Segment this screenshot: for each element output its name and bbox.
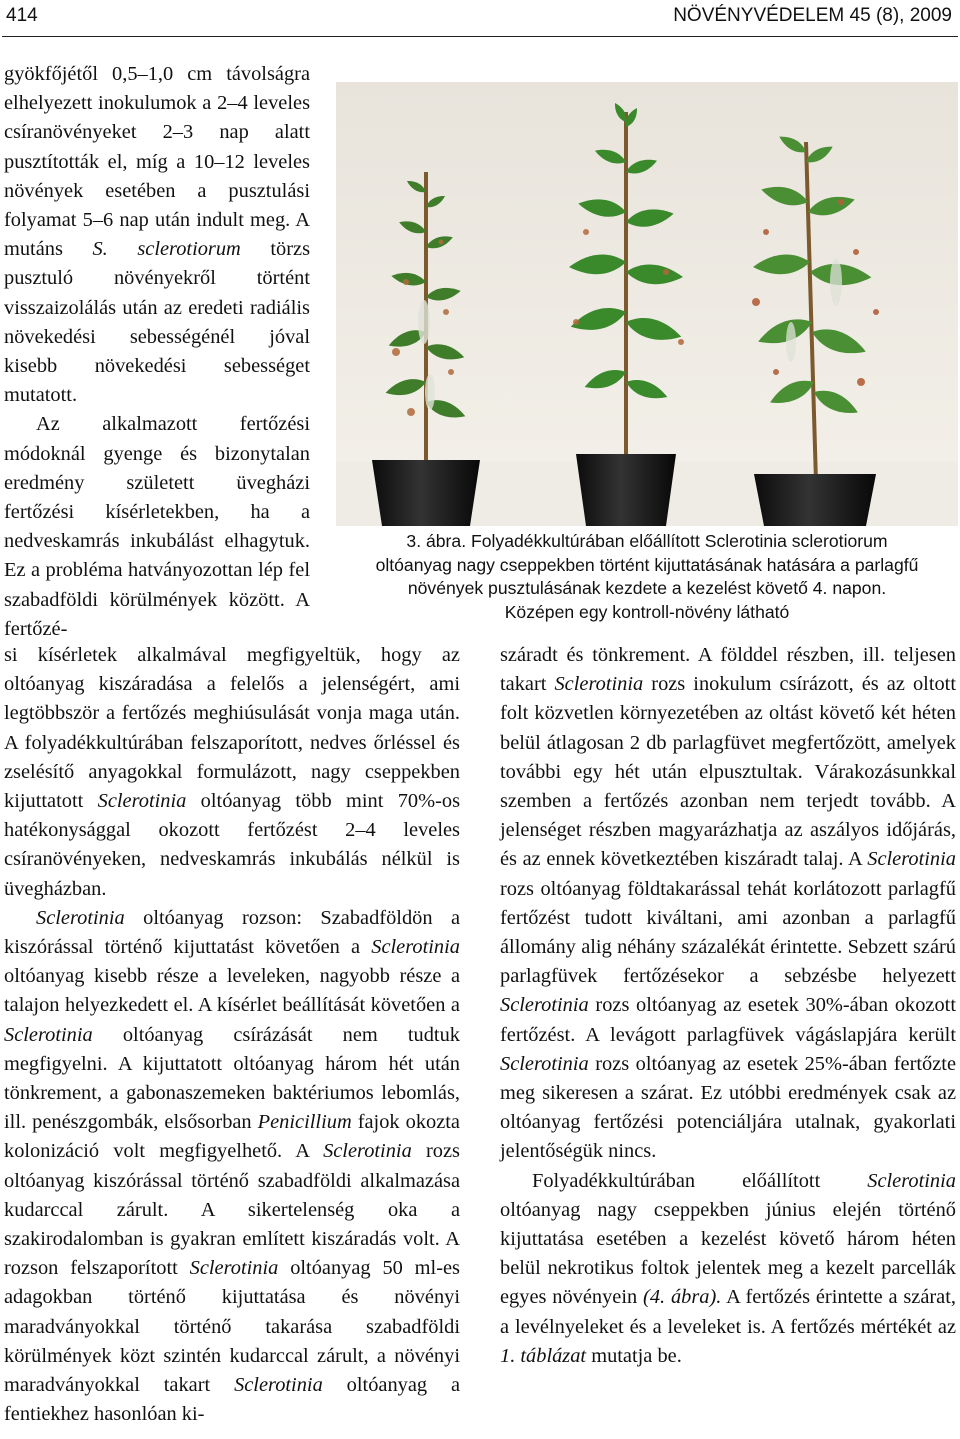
paragraph: Folyadékkultúrában előállított Sclerotinia oltóanyag nagy cseppekben június elején történő kijuttatása esetében a kezelést követő három héten belül nekrotikus foltok jelentek meg a kezelt parcellák egyes növényein (4. ábra). A fertőzés érintette a szárat, a levélnyeleket és a leveleket is. A fertőzés mértékét az 1. táblázat mutatja be.: [500, 1169, 956, 1367]
paragraph: gyökfőjétől 0,5–1,0 cm távolságra elhelyezett inokulumok a 2–4 leveles csíranövényeket 2–3 nap alatt pusztították el, míg a 10–12 leveles növények esetében a pusztulási folyamat 5–6 nap után indult meg. A mutáns S. sclerotiorum törzs pusztuló növényekről történt visszaizolálás után az eredeti radiális növekedési sebességénél jóval kisebb növekedési sebességet mutatott.: [4, 63, 310, 407]
paragraph: si kísérletek alkalmával megfigyeltük, hogy az oltóanyag kiszáradása a felelős a jelenségért, ami legtöbbször a fertőzés meghiúsulását vonja maga után. A folyadékkultúrában felszaporított, nedves őrléssel és zselésítő anyagokkal formulázott, nagy cseppekben kijuttatott Sclerotinia oltóanyag több mint 70%-os hatékonysággal okozott fertőzést 2–4 leveles csíranövényeken, nedveskamrás inkubálás nélkül is üvegházban.: [4, 644, 461, 900]
paragraph: Az alkalmazott fertőzési módoknál gyenge és bizonytalan eredmény született üvegházi fertőzési kísérletekben, ha a nedveskamrás inkubálást elhagytuk. Ez a probléma hatványozottan lép fel szabadföldi körülmények között. A fertőzé-: [4, 413, 310, 640]
text-column-top-left: [4, 60, 310, 644]
header-rule: [2, 36, 958, 37]
text-column-left: [4, 641, 460, 1429]
page-number: 414: [6, 5, 38, 26]
page-header: [0, 0, 960, 40]
text-column-right: [500, 641, 956, 1371]
caption-line: Középen egy kontroll-növény látható: [504, 601, 790, 622]
plant-pots-photo: [336, 82, 958, 526]
caption-line: 3. ábra. Folyadékkultúrában előállított Sclerotinia sclerotiorum: [406, 531, 888, 551]
journal-reference: NÖVÉNYVÉDELEM 45 (8), 2009: [673, 5, 952, 26]
caption-line: oltóanyag nagy cseppekben történt kijuttatásának hatására a parlagfű: [375, 554, 919, 575]
figure-caption: [336, 530, 958, 624]
paragraph: Sclerotinia oltóanyag rozson: Szabadföldön a kiszórással történő kijuttatást követően a Sclerotinia oltóanyag kisebb része a leveleken, nagyobb része a talajon helyezkedett el. A kísérlet beállítását követően a Sclerotinia oltóanyag csírázását nem tudtuk megfigyelni. A kijuttatott oltóanyag három hét után tönkrement, a gabonaszemeken baktériumos lebomlás, ill. penészgombák, elsősorban Penicillium fajok okozta kolonizáció volt megfigyelhető. A Sclerotinia rozs oltóanyag kiszórással történő szabadföldi alkalmazása kudarccal zárult. A sikertelenség oka a szakirodalomban is gyakran említett kiszáradás volt. A rozson felszaporított Sclerotinia oltóanyag 50 ml-es adagokban történő kijuttatása és növényi maradványokkal történő takarása szabadföldi körülmények közt szintén kudarccal zárult, a növényi maradványokkal takart Sclerotinia oltóanyag a fentiekhez hasonlóan ki-: [4, 906, 461, 1426]
caption-line: növények pusztulásának kezdete a kezelést követő 4. napon.: [407, 578, 887, 598]
paragraph: száradt és tönkrement. A földdel részben, ill. teljesen takart Sclerotinia rozs inokulum csírázott, és az oltott folt közvetlen környezetében az oltást követő két héten belül átlagosan 2 db parlagfüvet megfertőzött, amelyek további egy hét után elpusztultak. Várakozásunkkal szemben a fertőzés azonban nem terjedt tovább. A jelenséget részben magyarázhatja az aszályos időjárás, és az ennek következtében kiszáradt talaj. A Sclerotinia rozs oltóanyag földtakarással tehát korlátozott parlagfű fertőzést tudott kiváltani, ami azonban a parlagfű állomány alig néhány százalékát érintette. Sebzett szárú parlagfüvek fertőzésekor a sebzésbe helyezett Sclerotinia rozs oltóanyag az esetek 30%-ában okozott fertőzést. A levágott parlagfüvek vágáslapjára került Sclerotinia rozs oltóanyag az esetek 25%-ában fertőzte meg sikeresen a szárat. Ez utóbbi eredmények csak az oltóanyag fertőzési potenciáljára utalnak, gyakorlati jelentőségük nincs.: [500, 644, 957, 1163]
